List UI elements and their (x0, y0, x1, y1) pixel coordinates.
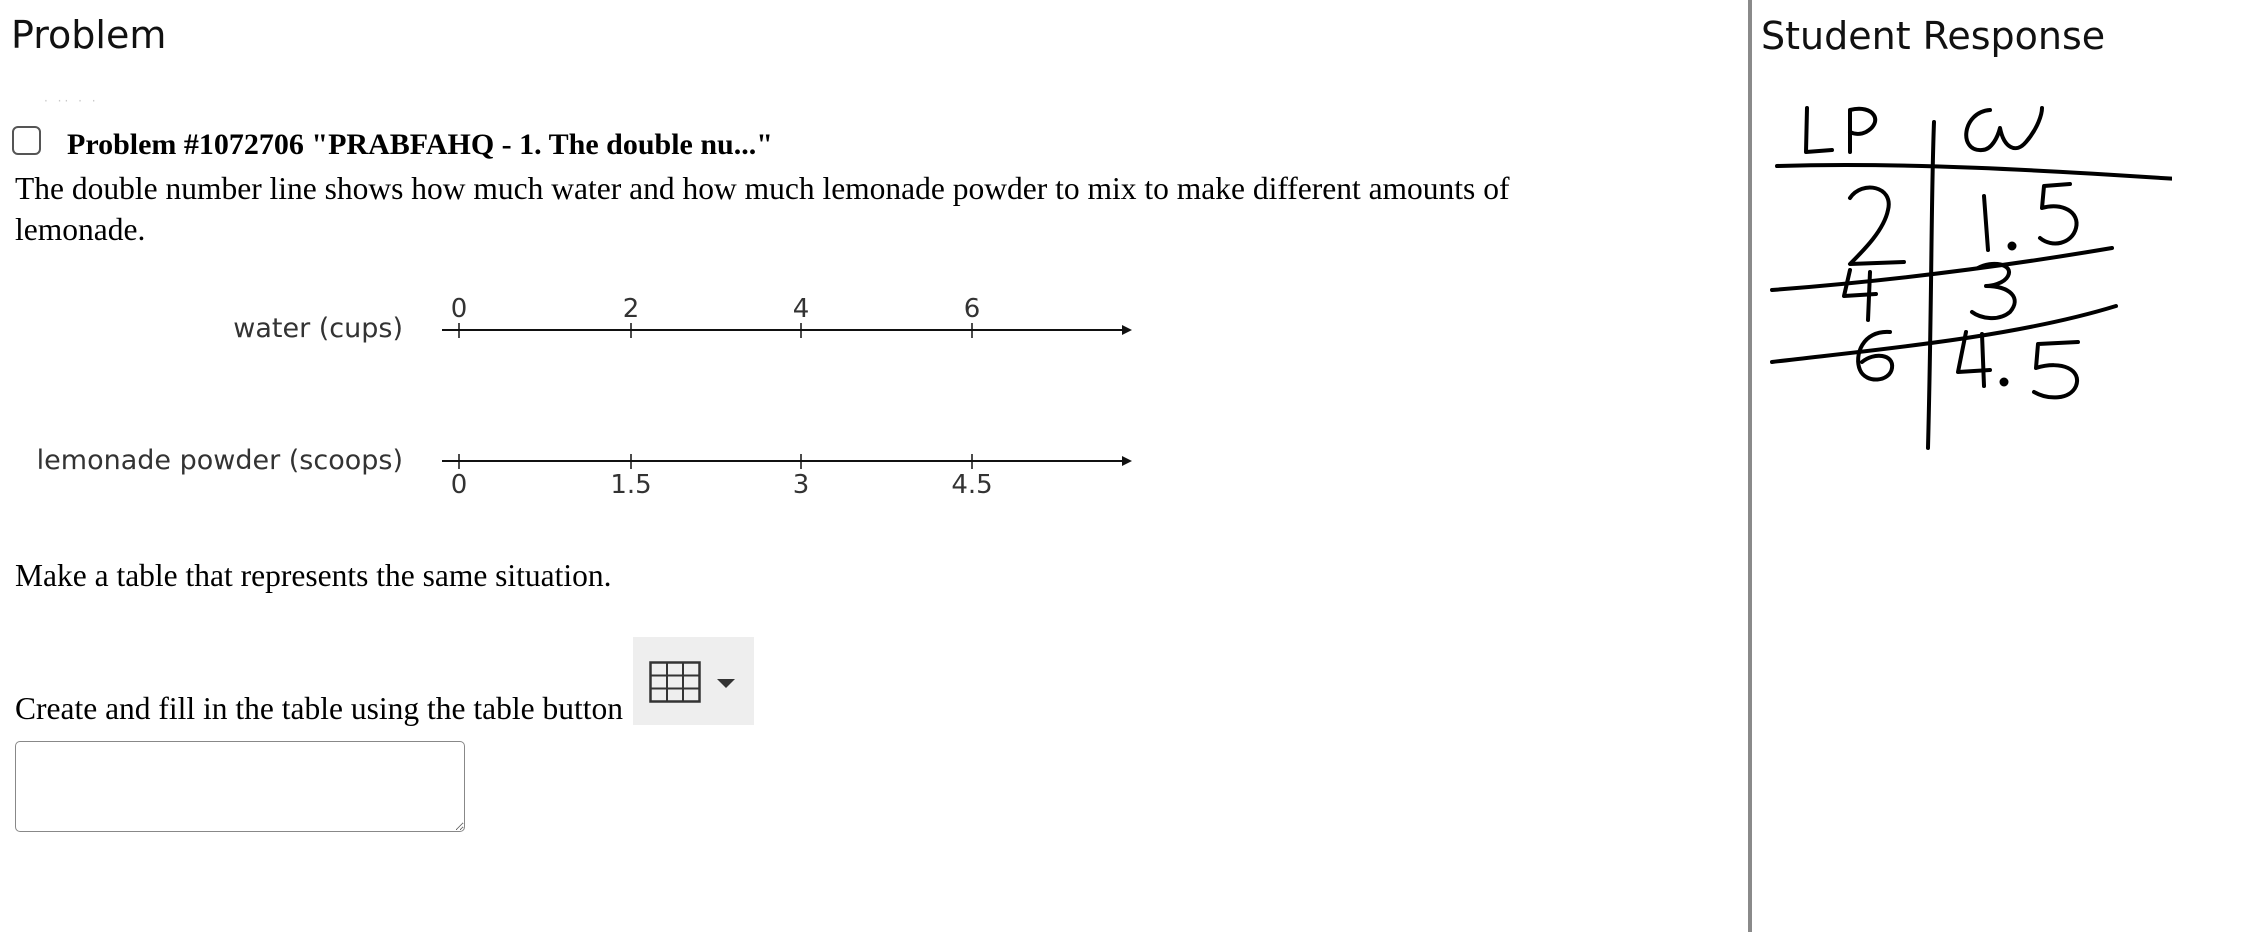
problem-title: Problem #1072706 "PRABFAHQ - 1. The double nu..." (67, 128, 773, 161)
table-instruction-row (15, 637, 754, 725)
table-button[interactable] (633, 637, 754, 725)
powder-line-label: lemonade powder (scoops) (36, 445, 403, 476)
handwritten-cell-3 (1972, 264, 2015, 318)
problem-header (12, 118, 773, 162)
handwritten-header-rule (1777, 165, 2172, 180)
handwritten-row-rule-2 (1772, 306, 2116, 362)
student-response-panel (1752, 0, 2242, 932)
handwritten-row-rule-1 (1772, 248, 2112, 290)
handwritten-cell-4 (1844, 270, 1876, 320)
water-tick-label-3: 6 (963, 294, 981, 324)
powder-tick-label-2: 3 (792, 470, 810, 500)
handwritten-cell-6 (1858, 332, 1892, 380)
handwritten-cell-1-5 (1984, 184, 2077, 250)
handwritten-cell-4-5 (1958, 332, 2078, 397)
water-line-label: water (cups) (233, 313, 403, 344)
problem-panel-heading: Problem (11, 13, 167, 57)
table-grid-icon (649, 661, 701, 703)
problem-description: The double number line shows how much water and how much lemonade powder to mix to make different amounts of lemonade. (15, 171, 1510, 247)
problem-prompt: Make a table that represents the same situation. (15, 558, 612, 593)
powder-tick-label-3: 4.5 (951, 470, 993, 500)
powder-tick-label-1: 1.5 (610, 470, 652, 500)
handwritten-cell-2 (1850, 188, 1904, 264)
problem-checkbox[interactable] (12, 126, 41, 155)
student-handwritten-table (1752, 80, 2172, 460)
handwritten-header-w (1966, 108, 2042, 150)
handwritten-header-lp (1806, 108, 1875, 152)
handwritten-vertical-rule (1928, 122, 1934, 448)
powder-tick-label-0: 0 (450, 470, 468, 500)
water-tick-label-1: 2 (622, 294, 640, 324)
answer-textarea[interactable] (15, 741, 465, 832)
table-instruction: Create and fill in the table using the table button (15, 691, 623, 726)
water-tick-label-0: 0 (450, 294, 468, 324)
caret-down-icon (717, 679, 735, 688)
student-response-heading: Student Response (1761, 14, 2106, 58)
double-number-line-figure (30, 285, 1150, 505)
faint-text: · ·· · · (44, 94, 99, 108)
double-number-line (30, 285, 1150, 505)
water-tick-label-2: 4 (792, 294, 810, 324)
